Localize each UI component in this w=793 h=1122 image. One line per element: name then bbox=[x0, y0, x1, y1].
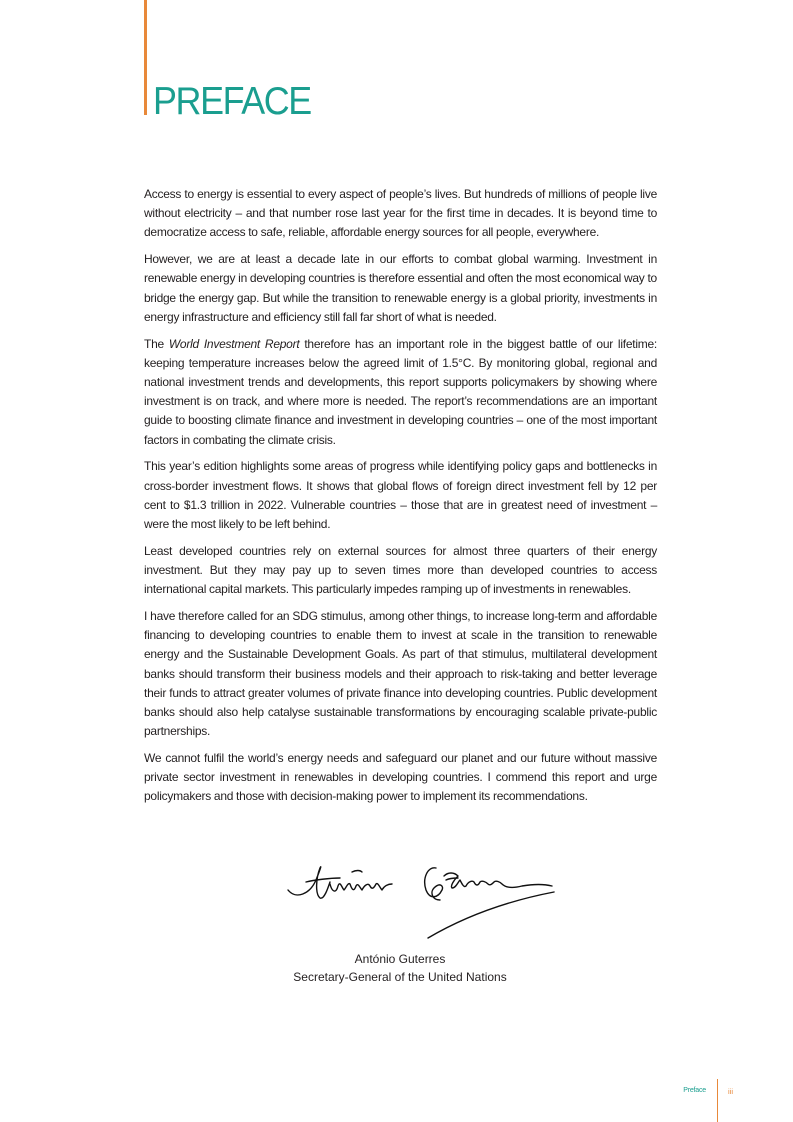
paragraph-6: I have therefore called for an SDG stimulus, among other things, to increase long-term and affordable financing to developing countries to enable them to invest at scale in the transition to renewable energy and the Sustainable Development Goals. As part of that stimulus, multilateral development banks should transform their business models and their approach to risk-taking and better leverage their funds to attract greater volumes of private finance into developing countries. Public development banks should also help catalyse sustainable transformations by encouraging scalable private-public partnerships. bbox=[144, 609, 657, 739]
signatory-block bbox=[250, 950, 550, 986]
paragraph-4: This year’s edition highlights some areas of progress while identifying policy gaps and bottlenecks in cross-border investment flows. It shows that global flows of foreign direct investment fell by 12 per cent to $1.3 trillion in 2022. Vulnerable countries – those that are in greatest need of investment – were the most likely to be left behind. bbox=[144, 459, 657, 532]
signatory-name: António Guterres bbox=[354, 952, 446, 966]
paragraph-3-rest: therefore has an important role in the biggest battle of our lifetime: keeping temperature increases below the agreed limit of 1.5°C. By monitoring global, regional and national investment trends and developments, this report supports policymakers by showing where investment is on track, and where more is needed. The report’s recommendations are an important guide to boosting climate finance and investment in developing countries – one of the most important factors in combating the climate crisis. bbox=[144, 336, 657, 447]
report-title-italic: World Investment Report bbox=[168, 336, 300, 351]
page-title: PREFACE bbox=[153, 80, 311, 123]
paragraph-7: We cannot fulfil the world’s energy needs and safeguard our planet and our future without massive private sector investment in renewables in developing countries. I commend this report and urge policymakers and those with decision-making power to implement its recommendations. bbox=[144, 751, 657, 804]
paragraph-1: Access to energy is essential to every aspect of people’s lives. But hundreds of millions of people live without electricity – and that number rose last year for the first time in decades. It is beyond time to democratize access to safe, reliable, affordable energy sources for all people, everywhere. bbox=[144, 187, 657, 240]
page-number: iii bbox=[728, 1087, 733, 1096]
preface-body bbox=[144, 185, 657, 814]
paragraph-3-prefix: The bbox=[144, 336, 169, 351]
title-accent-bar bbox=[144, 0, 147, 115]
footer-section-label: Preface bbox=[683, 1087, 706, 1094]
paragraph-5: Least developed countries rely on external sources for almost three quarters of their energy investment. But they may pay up to seven times more than developed countries to access international capital markets. This particularly impedes ramping up of investments in renewables. bbox=[144, 543, 657, 597]
footer-divider bbox=[717, 1079, 718, 1122]
paragraph-3 bbox=[144, 335, 657, 450]
signatory-position: Secretary-General of the United Nations bbox=[293, 970, 507, 984]
handwritten-signature bbox=[282, 858, 562, 944]
paragraph-2: However, we are at least a decade late in our efforts to combat global warming. Investment in renewable energy in developing countries is therefore essential and often the most economical way to bridge the energy gap. But while the transition to renewable energy is a global priority, investments in energy infrastructure and efficiency still fall far short of what is needed. bbox=[144, 252, 657, 324]
